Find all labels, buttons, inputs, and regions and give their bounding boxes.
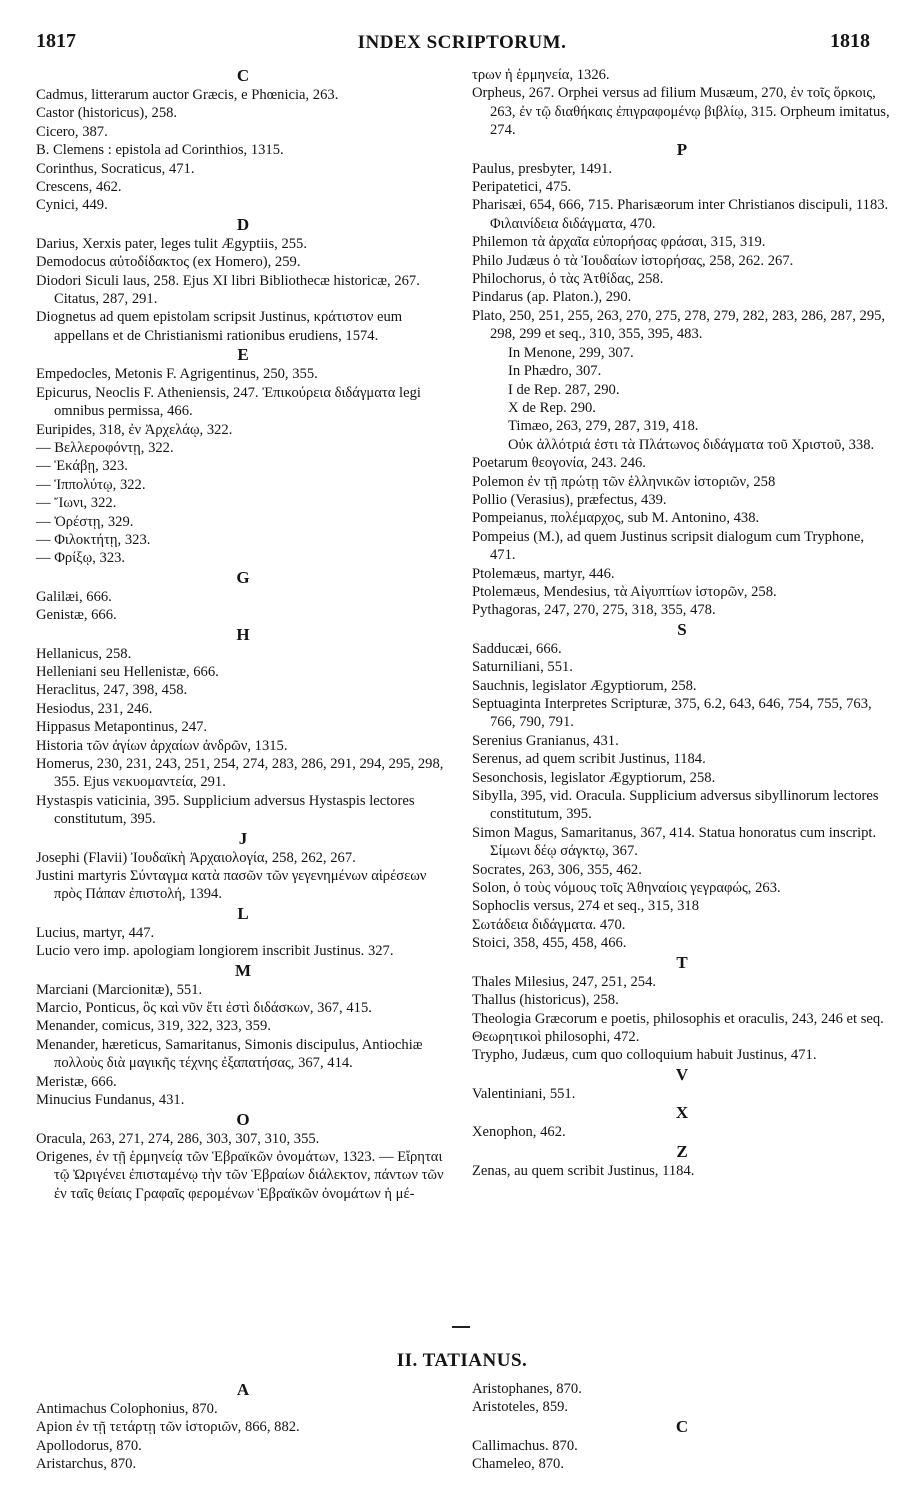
index-entry: Castor (historicus), 258. [36, 105, 178, 122]
index-entry: Chameleo, 870. [472, 1456, 565, 1473]
index-entry: Galilæi, 666. [36, 588, 112, 605]
letter-heading: X [675, 1103, 689, 1123]
letter-heading: A [236, 1380, 250, 1399]
index-entry: Thallus (historicus), 258. [472, 992, 619, 1009]
index-entry: Theologia Græcorum e poetis, philosophis et oraculis, 243, 246 et seq. [472, 1010, 884, 1027]
index-entry: Origenes, ἐν τῇ ἑρμηνείᾳ τῶν Ἑβραϊκῶν ὀνομάτων, 1323. — Εἴρηται τῷ Ὠριγένει ἐπισταμένῳ τὴν τῶν Ἑβραίων διάλεκτον, πάντων τῶν ἐν ταῖς θείαις Γραφαῖς φερομένων Ἑβραϊκῶν ὀνομάτων ἡ μέ- [36, 1148, 444, 1202]
index-entry: Historia τῶν ἁγίων ἀρχαίων ἀνδρῶν, 1315. [36, 737, 288, 754]
index-entry: Darius, Xerxis pater, leges tulit Ægyptiis, 255. [36, 235, 307, 252]
index-entry: Trypho, Judæus, cum quo colloquium habuit Justinus, 471. [472, 1047, 817, 1064]
index-entry: Σωτάδεια διδάγματα. 470. [472, 916, 626, 933]
index-subentry: X de Rep. 290. [508, 399, 596, 416]
index-entry: Apion ἐν τῇ τετάρτῃ τῶν ἱστοριῶν, 866, 882. [36, 1419, 300, 1436]
letter-heading: T [676, 952, 688, 972]
index-entry: Sesonchosis, legislator Ægyptiorum, 258. [472, 769, 716, 786]
index-entry: Pharisæi, 654, 666, 715. Pharisæorum inter Christianos discipuli, 1183. Φιλαινίδεια διδάγματα, 470. [472, 197, 889, 232]
letter-heading: J [238, 828, 248, 848]
index-entry: Thales Milesius, 247, 251, 254. [472, 973, 657, 990]
index-entry: Crescens, 462. [36, 179, 122, 196]
index-entry: — Ἴωνι, 322. [36, 495, 117, 512]
index-entry: Philochorus, ὁ τὰς Ἀτθίδας, 258. [472, 271, 664, 288]
index-entry: Epicurus, Neoclis F. Atheniensis, 247. Ἐπικούρεια διδάγματα legi omnibus permissa, 466. [36, 384, 421, 420]
index-subentry: In Menone, 299, 307. [508, 344, 634, 361]
index-entry: Genistæ, 666. [36, 607, 117, 624]
index-subentry: In Phædro, 307. [508, 363, 602, 380]
index-entry: Josephi (Flavii) Ἰουδαϊκὴ Ἀρχαιολογία, 258, 262, 267. [36, 849, 356, 866]
index-entry: Philemon τὰ ἀρχαῖα εὐπορήσας φράσαι, 315, 319. [472, 234, 766, 251]
letter-heading: G [236, 567, 250, 587]
letter-heading: Z [676, 1141, 688, 1161]
index-entry: Xenophon, 462. [472, 1124, 566, 1141]
index-entry: Minucius Fundanus, 431. [36, 1092, 185, 1109]
letter-heading: P [676, 139, 688, 159]
index-entry: Hellanicus, 258. [36, 645, 132, 662]
index-entry: τρων ἡ ἑρμηνεία, 1326. [472, 67, 610, 83]
index-entry: Empedocles, Metonis F. Agrigentinus, 250, 355. [36, 366, 318, 383]
index-entry: Justini martyris Σύνταγμα κατὰ πασῶν τῶν γεγενημένων αἱρέσεων πρὸς Πάπαν ἐπιστολή, 1394. [36, 868, 427, 903]
index-entry: Paulus, presbyter, 1491. [472, 160, 613, 177]
index-entry: — Βελλεροφόντῃ, 322. [36, 439, 174, 456]
letter-heading: L [237, 903, 249, 923]
section-divider [452, 1326, 470, 1328]
index-entry: Sauchnis, legislator Ægyptiorum, 258. [472, 677, 697, 694]
index-entry: Saturniliani, 551. [472, 659, 573, 676]
index-entry: Demodocus αὐτοδίδακτος (ex Homero), 259. [36, 254, 301, 271]
index-entry: Solon, ὁ τοὺς νόμους τοῖς Ἀθηναίοις γεγραφώς, 263. [472, 880, 781, 897]
index-entry: — Ἑκάβῃ, 323. [36, 458, 128, 475]
index-entry: Menander, hæreticus, Samaritanus, Simonis discipulus, Antiochiæ πολλοὺς διὰ μαγικῆς τέχνης ἐξαπατήσας, 367, 414. [36, 1036, 423, 1072]
index-subentry: Οὐκ ἀλλότριά ἐστι τὰ Πλάτωνος διδάγματα τοῦ Χριστοῦ, 338. [508, 436, 875, 453]
index-entry: Apollodorus, 870. [36, 1437, 142, 1454]
index-entry: — Ἱππολύτῳ, 322. [36, 476, 146, 493]
index-subentry: I de Rep. 287, 290. [508, 381, 620, 398]
index-entry: Sibylla, 395, vid. Oracula. Supplicium adversus sibyllinorum lectores constitutum, 395. [472, 788, 879, 823]
index-entry: Menander, comicus, 319, 322, 323, 359. [36, 1018, 271, 1035]
index-entry: Socrates, 263, 306, 355, 462. [472, 861, 642, 878]
index-entry: Plato, 250, 251, 255, 263, 270, 275, 278, 279, 282, 283, 286, 287, 295, 298, 299 et seq., 310, 355, 395, 483. [472, 307, 886, 343]
letter-heading: C [236, 66, 250, 85]
index-entry: Aristophanes, 870. [472, 1381, 582, 1397]
index-subentry: Timæo, 263, 279, 287, 319, 418. [508, 418, 699, 435]
section-title: II. TATIANUS. [396, 1350, 528, 1371]
index-entry: Polemon ἐν τῇ πρώτῃ τῶν ἑλληνικῶν ἱστοριῶν, 258 [472, 473, 776, 490]
index-entry: Marciani (Marcionitæ), 551. [36, 981, 203, 998]
page-header [0, 30, 924, 60]
index-entry: Helleniani seu Hellenistæ, 666. [36, 663, 219, 680]
index-entry: Valentiniani, 551. [472, 1085, 576, 1102]
index-entry: Aristarchus, 870. [36, 1456, 137, 1473]
letter-heading: C [675, 1416, 689, 1436]
index-entry: Pindarus (ap. Platon.), 290. [472, 289, 632, 306]
letter-heading: O [236, 1109, 250, 1129]
index-entry: B. Clemens : epistola ad Corinthios, 1315. [36, 142, 284, 159]
right-page-number: 1818 [830, 30, 870, 52]
index-entry: Simon Magus, Samaritanus, 367, 414. Statua honoratus cum inscript. Σίμωνι δέῳ σάγκτῳ, 367. [472, 824, 877, 860]
index-entry: Peripatetici, 475. [472, 179, 572, 196]
index-entry: Marcio, Ponticus, ὃς καὶ νῦν ἔτι ἐστὶ διδάσκων, 367, 415. [36, 1000, 372, 1017]
letter-heading: V [675, 1064, 689, 1084]
index-entry: Hippasus Metapontinus, 247. [36, 719, 208, 736]
index-entry: — Φρίξῳ, 323. [36, 550, 126, 567]
index-entry: Antimachus Colophonius, 870. [36, 1401, 218, 1417]
letter-heading: S [677, 619, 687, 639]
index-entry: Callimachus. 870. [472, 1437, 578, 1454]
index-entry: Lucius, martyr, 447. [36, 924, 155, 941]
index-entry: Θεωρητικοὶ philosophi, 472. [472, 1028, 640, 1045]
index-entry: Hesiodus, 231, 246. [36, 700, 153, 717]
index-entry: Serenus, ad quem scribit Justinus, 1184. [472, 751, 706, 768]
left-column [36, 66, 450, 1203]
index-entry: Cicero, 387. [36, 123, 108, 140]
index-entry: Orpheus, 267. Orphei versus ad filium Musæum, 270, ἐν τοῖς ὅρκοις, 263, ἐν τῷ διαθήκαις ἐπιγραφομένῳ βιβλίῳ, 315. Orpheum imitatus, 274. [472, 85, 890, 139]
index-entry: Aristoteles, 859. [472, 1399, 569, 1416]
index-entry: Septuaginta Interpretes Scripturæ, 375, 6.2, 643, 646, 754, 755, 763, 766, 790, 791. [472, 696, 872, 731]
index-entry: Pollio (Verasius), præfectus, 439. [472, 491, 667, 508]
index-entry: Cynici, 449. [36, 197, 108, 214]
index-entry: Serenius Granianus, 431. [472, 732, 619, 749]
section2-right-column [472, 1380, 892, 1474]
index-entry: Oracula, 263, 271, 274, 286, 303, 307, 310, 355. [36, 1130, 320, 1147]
index-entry: Sophoclis versus, 274 et seq., 315, 318 [472, 898, 700, 915]
index-entry: Pompeius (M.), ad quem Justinus scripsit dialogum cum Tryphone, 471. [472, 528, 865, 564]
index-entry: Ptolemæus, Mendesius, τὰ Αἰγυπτίων ἱστορῶν, 258. [472, 583, 777, 600]
letter-heading: M [234, 960, 252, 980]
index-entry: — Φιλοκτήτῃ, 323. [36, 531, 151, 548]
index-entry: Diognetus ad quem epistolam scripsit Justinus, κράτιστον eum appellans et de Christianismi rationibus erudiens, 1574. [36, 309, 403, 344]
index-entry: Meristæ, 666. [36, 1073, 117, 1090]
page-title: INDEX SCRIPTORUM. [357, 32, 567, 53]
index-entry: Poetarum θεογονία, 243. 246. [472, 455, 646, 472]
index-entry: Heraclitus, 247, 398, 458. [36, 682, 188, 699]
index-entry: Philo Judæus ὁ τὰ Ἰουδαίων ἱστορήσας, 258, 262. 267. [472, 252, 794, 269]
index-entry: Lucio vero imp. apologiam longiorem inscribit Justinus. 327. [36, 943, 394, 960]
index-entry: Cadmus, litterarum auctor Græcis, e Phœnicia, 263. [36, 87, 339, 103]
left-page-number: 1817 [36, 30, 76, 52]
index-entry: Stoici, 358, 455, 458, 466. [472, 935, 627, 952]
index-entry: — Ὀρέστῃ, 329. [36, 513, 134, 530]
letter-heading: H [236, 624, 250, 644]
index-entry: Pompeianus, πολέμαρχος, sub M. Antonino, 438. [472, 510, 760, 527]
index-entry: Corinthus, Socraticus, 471. [36, 160, 195, 177]
index-entry: Ptolemæus, martyr, 446. [472, 565, 615, 582]
index-entry: Diodori Siculi laus, 258. Ejus XI libri Bibliothecæ historicæ, 267. Citatus, 287, 291. [36, 272, 420, 308]
section2-left-column [36, 1380, 450, 1474]
right-column [472, 66, 892, 1180]
letter-heading: D [236, 214, 250, 234]
index-entry: Hystaspis vaticinia, 395. Supplicium adversus Hystaspis lectores constitutum, 395. [36, 792, 415, 828]
index-entry: Homerus, 230, 231, 243, 251, 254, 274, 283, 286, 291, 294, 295, 298, 355. Ejus νεκυομαντεία, 291. [36, 756, 444, 791]
index-entry: Sadducæi, 666. [472, 640, 562, 657]
index-entry: Euripides, 318, ἐν Ἀρχελάῳ, 322. [36, 421, 233, 438]
letter-heading: E [237, 345, 249, 365]
index-entry: Pythagoras, 247, 270, 275, 318, 355, 478. [472, 602, 716, 619]
index-entry: Zenas, au quem scribit Justinus, 1184. [472, 1162, 695, 1179]
